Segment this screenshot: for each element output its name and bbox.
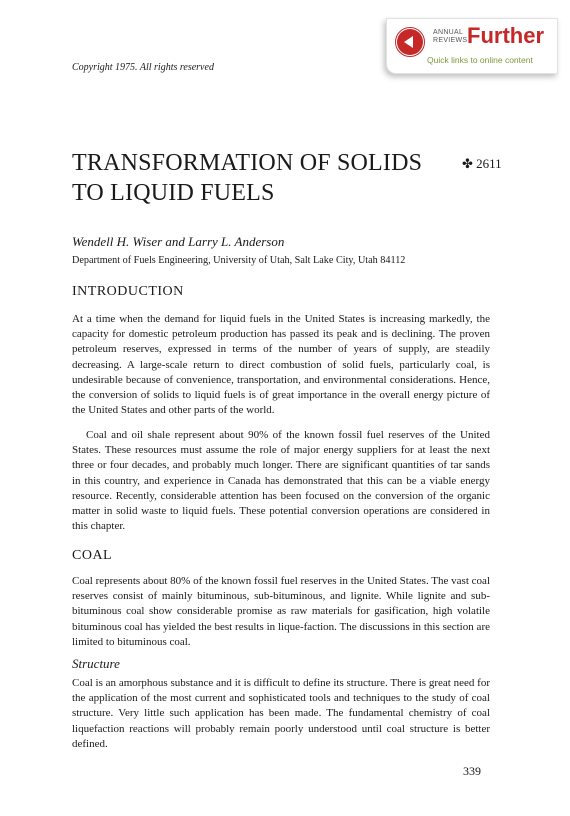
further-banner[interactable] <box>386 18 558 74</box>
annual-label: ANNUAL <box>433 29 464 36</box>
reviews-label: REVIEWS <box>433 37 468 44</box>
back-arrow-icon[interactable] <box>397 29 423 55</box>
coal-paragraph-1: Coal represents about 80% of the known fossil fuel reserves in the United States. The vast coal reserves consist of mainly bituminous, sub-bituminous, and lignite. While lignite and sub-bituminous coal show considerable promise as raw materials for gasification, high volatile bituminous coal has yielded the best results in lique-faction. The discussions in this section are limited to bituminous coal. <box>72 575 490 648</box>
annual-reviews-logo <box>433 29 467 45</box>
authors: Wendell H. Wiser and Larry L. Anderson <box>72 234 285 249</box>
introduction-heading: INTRODUCTION <box>72 284 184 299</box>
affiliation: Department of Fuels Engineering, University of Utah, Salt Lake City, Utah 84112 <box>72 255 406 266</box>
article-title: TRANSFORMATION OF SOLIDS TO LIQUID FUELS <box>72 150 423 206</box>
page-number: 339 <box>463 764 481 778</box>
copyright-notice: Copyright 1975. All rights reserved <box>72 62 214 73</box>
intro-paragraph-2: Coal and oil shale represent about 90% of the known fossil fuel reserves of the United States. These resources must assume the role of major energy suppliers for at least the next three or four decades, and probably much longer. There are significant quantities of tar sands in this country, and experience in Canada has demonstrated that this can be a viable energy resource. Recently, considerable attention has been focused on the conversion of the organic matter in solid waste to liquid fuels. These potential conversion operations are considered in this chapter. <box>72 429 490 533</box>
further-label[interactable]: Further <box>467 23 544 48</box>
intro-paragraph-1: At a time when the demand for liquid fuels in the United States is increasing markedly, the capacity for domestic petroleum production has passed its peak and is declining. The proven petroleum reserves, expressed in terms of the number of years of supply, are steadily decreasing. A large-scale return to direct combustion of solid fuels, particularly coal, is undesirable because of convenience, transportation, and environmental considerations. Hence, the conversion of solids to liquid fuels is of great importance in the overall energy picture of the United States and other parts of the world. <box>72 313 490 417</box>
coal-heading: COAL <box>72 548 113 563</box>
structure-paragraph-1: Coal is an amorphous substance and it is difficult to define its structure. There is great need for the application of the most current and sophisticated tools and techniques to the study of coal structure. Very little such application has been made. The fundamental chemistry of coal liquefaction reactions will probably remain poorly understood until coal structure is better defined. <box>72 677 490 750</box>
structure-heading: Structure <box>72 656 120 671</box>
article-code: ✤ 2611 <box>462 156 502 171</box>
quick-links-label[interactable]: Quick links to online content <box>427 55 533 65</box>
